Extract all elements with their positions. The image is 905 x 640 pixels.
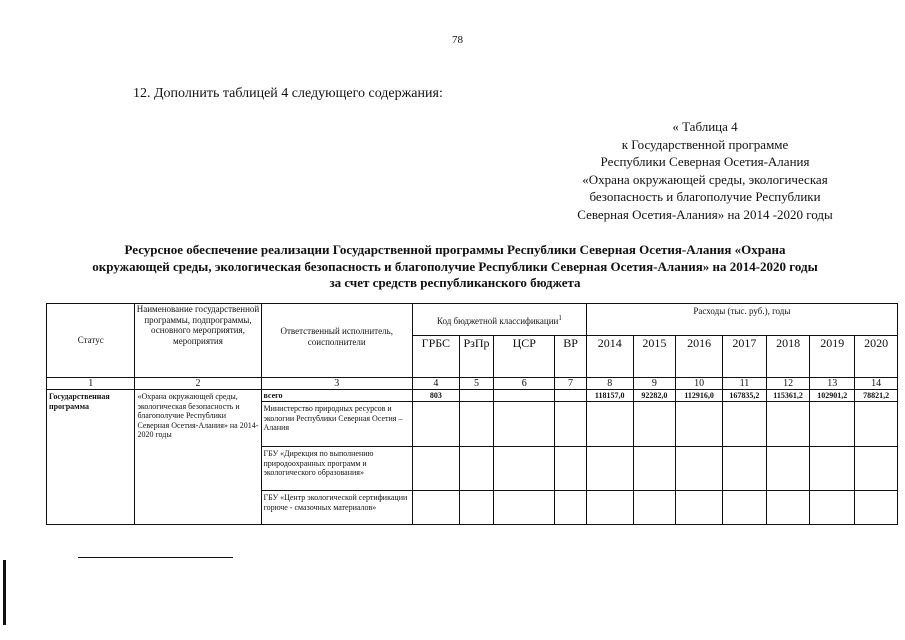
value-2015 xyxy=(633,402,676,447)
header-executor: Ответственный исполнитель, соисполнители xyxy=(261,304,412,378)
column-number: 2 xyxy=(135,378,261,390)
column-number: 6 xyxy=(494,378,555,390)
value-2018: 115361,2 xyxy=(766,390,810,402)
appendix-line: Северная Осетия-Алания» на 2014 -2020 годы xyxy=(577,206,833,222)
value-2016 xyxy=(676,447,723,491)
footnote-marker: 1 xyxy=(558,313,562,322)
appendix-heading xyxy=(540,118,870,223)
value-2017: 167835,2 xyxy=(723,390,767,402)
value-2016: 112916,0 xyxy=(676,390,723,402)
grbs-cell xyxy=(412,491,459,525)
appendix-line: безопасность и благополучие Республики xyxy=(589,189,821,204)
column-number: 7 xyxy=(555,378,587,390)
executor-cell: ГБУ «Центр экологической сертификации горюче - смазочных материалов» xyxy=(261,491,412,525)
executor-cell: ГБУ «Дирекция по выполнению природоохранных программ и экологического образования» xyxy=(261,447,412,491)
header-code-group xyxy=(412,304,586,336)
rzpr-cell xyxy=(459,390,494,402)
table-row xyxy=(47,390,898,402)
value-2014 xyxy=(586,402,633,447)
page-number: 78 xyxy=(452,34,463,46)
csr-cell xyxy=(494,402,555,447)
value-2020 xyxy=(855,491,898,525)
value-2019 xyxy=(810,491,855,525)
header-name: Наименование государственной программы, подпрограммы, основного мероприятия, мероприятия xyxy=(135,304,261,378)
column-number-row xyxy=(47,378,898,390)
value-2018 xyxy=(766,447,810,491)
column-number: 8 xyxy=(586,378,633,390)
csr-cell xyxy=(494,491,555,525)
header-vr: ВР xyxy=(555,336,587,378)
vr-cell xyxy=(555,402,587,447)
appendix-line: Республики Северная Осетия-Алания xyxy=(600,154,810,169)
vr-cell xyxy=(555,390,587,402)
grbs-cell xyxy=(412,447,459,491)
footnote-separator xyxy=(78,557,233,558)
header-year-2014: 2014 xyxy=(586,336,633,378)
column-number: 4 xyxy=(412,378,459,390)
column-number: 14 xyxy=(855,378,898,390)
header-year-2018: 2018 xyxy=(766,336,810,378)
table-title xyxy=(40,242,870,292)
value-2017 xyxy=(723,447,767,491)
resource-table xyxy=(46,303,898,525)
value-2019: 102901,2 xyxy=(810,390,855,402)
appendix-line: « Таблица 4 xyxy=(672,119,738,134)
value-2016 xyxy=(676,491,723,525)
executor-cell: Министерство природных ресурсов и экологии Республики Северная Осетия – Алания xyxy=(261,402,412,447)
grbs-cell xyxy=(412,402,459,447)
value-2020: 78821,2 xyxy=(855,390,898,402)
value-2014 xyxy=(586,491,633,525)
executor-cell: всего xyxy=(261,390,412,402)
grbs-cell: 803 xyxy=(412,390,459,402)
value-2015: 92282,0 xyxy=(633,390,676,402)
value-2017 xyxy=(723,402,767,447)
csr-cell xyxy=(494,447,555,491)
header-year-2019: 2019 xyxy=(810,336,855,378)
margin-mark xyxy=(3,560,6,625)
csr-cell xyxy=(494,390,555,402)
rzpr-cell xyxy=(459,491,494,525)
value-2019 xyxy=(810,447,855,491)
column-number: 12 xyxy=(766,378,810,390)
rzpr-cell xyxy=(459,447,494,491)
header-year-2020: 2020 xyxy=(855,336,898,378)
value-2019 xyxy=(810,402,855,447)
rzpr-cell xyxy=(459,402,494,447)
column-number: 13 xyxy=(810,378,855,390)
header-expenses-group: Расходы (тыс. руб.), годы xyxy=(586,304,897,336)
value-2018 xyxy=(766,491,810,525)
column-number: 1 xyxy=(47,378,135,390)
vr-cell xyxy=(555,491,587,525)
status-cell: Государственная программа xyxy=(47,390,135,525)
column-number: 11 xyxy=(723,378,767,390)
value-2014: 118157,0 xyxy=(586,390,633,402)
value-2020 xyxy=(855,447,898,491)
header-year-2016: 2016 xyxy=(676,336,723,378)
value-2020 xyxy=(855,402,898,447)
appendix-line: «Охрана окружающей среды, экологическая xyxy=(582,171,828,187)
title-line: окружающей среды, экологическая безопасность и благополучие Республики Северная Осетия-Алания» на 2014-2020 годы xyxy=(92,258,818,274)
header-csr: ЦСР xyxy=(494,336,555,378)
header-rzpr: РзПр xyxy=(459,336,494,378)
header-year-2015: 2015 xyxy=(633,336,676,378)
title-line: за счет средств республиканского бюджета xyxy=(329,275,581,290)
value-2018 xyxy=(766,402,810,447)
header-grbs: ГРБС xyxy=(412,336,459,378)
title-line: Ресурсное обеспечение реализации Государственной программы Республики Северная Осетия-Алания «Охрана xyxy=(124,242,786,257)
value-2017 xyxy=(723,491,767,525)
header-status: Статус xyxy=(47,304,135,378)
value-2015 xyxy=(633,447,676,491)
column-number: 3 xyxy=(261,378,412,390)
column-number: 9 xyxy=(633,378,676,390)
program-name-cell: «Охрана окружающей среды, экологическая безопасность и благополучие Республики Северная Осетия-Алания» на 2014-2020 годы xyxy=(135,390,261,525)
column-number: 5 xyxy=(459,378,494,390)
intro-paragraph: 12. Дополнить таблицей 4 следующего содержания: xyxy=(133,86,443,101)
appendix-line: к Государственной программе xyxy=(621,136,789,152)
value-2014 xyxy=(586,447,633,491)
header-code-group-label: Код бюджетной классификации xyxy=(436,315,559,326)
value-2016 xyxy=(676,402,723,447)
vr-cell xyxy=(555,447,587,491)
header-year-2017: 2017 xyxy=(723,336,767,378)
value-2015 xyxy=(633,491,676,525)
column-number: 10 xyxy=(676,378,723,390)
